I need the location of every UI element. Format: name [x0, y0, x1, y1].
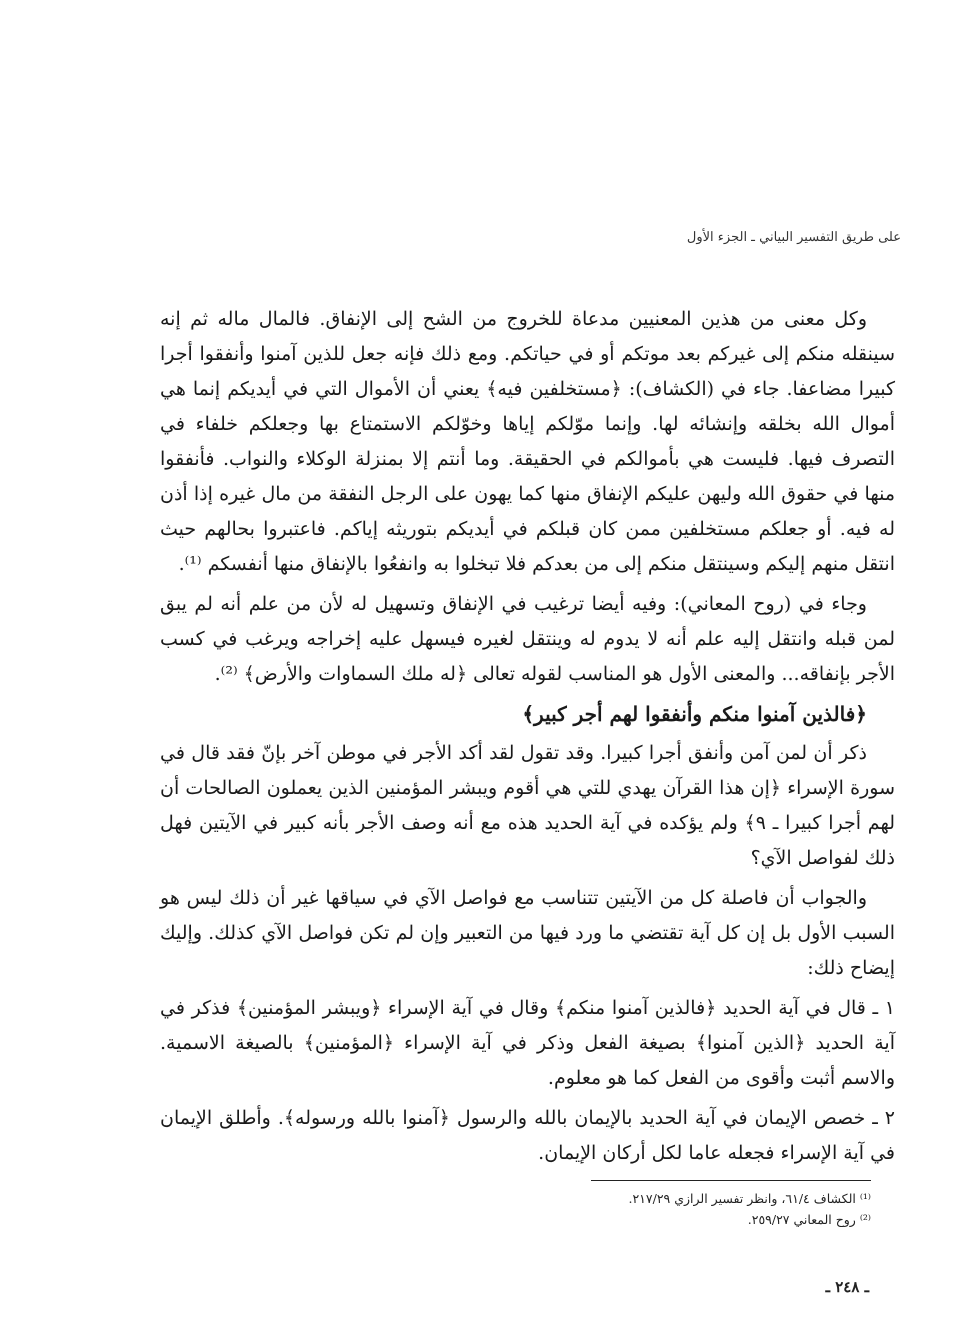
section-heading-verse: ﴿فالذين آمنوا منكم وأنفقوا لهم أجر كبير﴾ — [522, 702, 867, 726]
running-header: على طريق التفسير البياني ـ الجزء الأول — [686, 230, 901, 245]
list-item-2: ٢ ـ خصص الإيمان في آية الحديد بالإيمان بالله والرسول ﴿آمنوا بالله ورسوله﴾. وأطلق الإيمان في آية الإسراء فجعله عاما لكل أركان الإيمان. — [160, 1107, 895, 1164]
footnote-1: ⁽¹⁾ الكشاف ٦١/٤، وانظر تفسير الرازي ٢١٧/٢٩. — [628, 1191, 871, 1206]
list-item-1: ١ ـ قال في آية الحديد ﴿فالذين آمنوا منكم﴾ وقال في آية الإسراء ﴿ويبشر المؤمنين﴾ فذكر في آية الحديد ﴿الذين آمنوا﴾ بصيغة الفعل وذكر في آية الإسراء ﴿المؤمنين﴾ بالصيغة الاسمية. والاسم أثبت وأقوى من الفعل كما هو معلوم. — [160, 997, 895, 1089]
paragraph-3: ذكر أن لمن آمن وأنفق أجرا كبيرا. وقد تقول لقد أكد الأجر في موطن آخر بإنّ فقد قال في سورة الإسراء ﴿إن هذا القرآن يهدي للتي هي أقوم ويبشر المؤمنين الذين يعملون الصالحات أن لهم أجرا كبيرا ـ ٩﴾ ولم يؤكده في آية الحديد هذه مع أنه وصف الأجر بأنه كبير في الآيتين فهل ذلك لفواصل الآي؟ — [160, 742, 895, 869]
paragraph-1: وكل معنى من هذين المعنيين مدعاة للخروج من الشح إلى الإنفاق. فالمال ماله ثم إنه سينقله منكم إلى غيركم بعد موتكم أو في حياتكم. ومع ذلك فإنه جعل للذين آمنوا وأنفقوا أجرا كبيرا مضاعفا. جاء في (الكشاف): ﴿مستخلفين فيه﴾ يعني أن الأموال التي في أيديكم إنما هي أموال الله بخلقه وإنشائه لها. وإنما موّلكم إياها وخوّلكم الاستمتاع بها وجعلكم خلفاء في التصرف فيها. فليست هي بأموالكم في الحقيقة. وما أنتم إلا بمنزلة الوكلاء والنواب. فأنفقوا منها في حقوق الله وليهن عليكم الإنفاق منها كما يهون على الرجل النفقة من مال غيره إذا أذن له فيه. أو جعلكم مستخلفين ممن كان قبلكم في أيديكم بتوريثه إياكم. فاعتبروا بحالهم حيث انتقل منهم إليكم وسينتقل منكم إلى من بعدكم فلا تبخلوا به وانفعُوا بالإنفاق منها أنفسكم ⁽¹⁾. — [160, 308, 895, 575]
footnote-separator — [591, 1180, 871, 1181]
paragraph-2: وجاء في (روح المعاني): وفيه أيضا ترغيب في الإنفاق وتسهيل له لأن من علم أنه لم يبق لمن قبله وانتقل إليه علم أنه لا يدوم له وينتقل لغيره فيسهل عليه إخراجه ويرغب في كسب الأجر بإنفاقه... والمعنى الأول هو المناسب لقوله تعالى ﴿له ملك السماوات والأرض﴾ ⁽²⁾. — [160, 593, 895, 685]
footnotes — [371, 1188, 871, 1230]
page-number: ـ ٢٤٨ ـ — [825, 1278, 869, 1296]
main-text — [160, 302, 895, 1176]
paragraph-4: والجواب أن فاصلة كل من الآيتين تتناسب مع فواصل الآي في سياقها غير أن ذلك ليس هو السبب الأول بل إن كل آية تقتضي ما ورد فيها من التعبير وإن لم تكن فواصل الآي كذلك. وإليك إيضاح ذلك: — [160, 887, 895, 979]
footnote-2: ⁽²⁾ روح المعاني ٢٥٩/٢٧. — [747, 1212, 871, 1227]
